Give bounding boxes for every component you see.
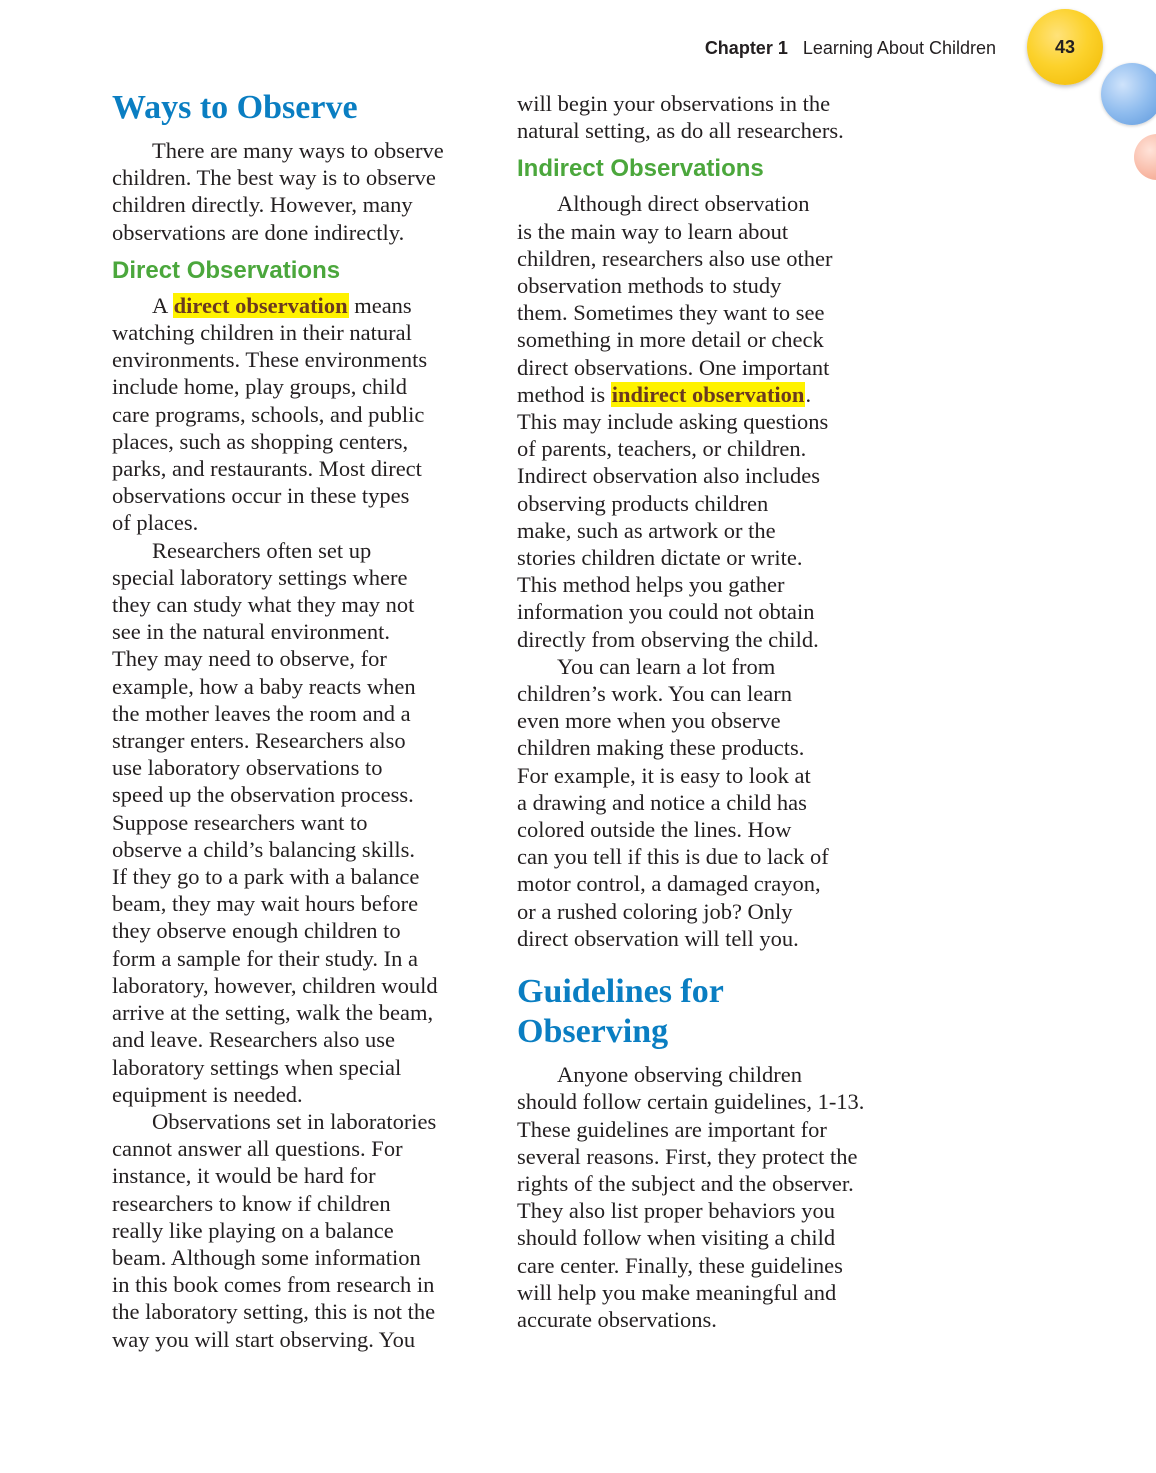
chapter-label: Chapter 1: [704, 38, 788, 58]
text-line: observation methods to study: [517, 273, 782, 299]
text-line: observations are done indirectly.: [112, 219, 405, 245]
text-line: directly from observing the child.: [517, 626, 819, 652]
text-line: of parents, teachers, or children.: [517, 436, 807, 462]
decorative-blue-circle: [1101, 63, 1156, 125]
text-line: information you could not obtain: [517, 599, 815, 625]
limitations-paragraph: [112, 1108, 487, 1353]
text-line: children making these products.: [517, 735, 805, 761]
heading-line: Observing: [517, 1013, 669, 1051]
text-line: colored outside the lines. How: [517, 817, 792, 843]
text-line: really like playing on a balance: [112, 1217, 394, 1243]
text-line: beam. Although some information: [112, 1244, 421, 1270]
indirect-observation-paragraph: [517, 190, 892, 652]
page-number: 43: [1054, 36, 1076, 57]
text-line: children’s work. You can learn: [517, 681, 792, 707]
direct-observation-paragraph: [112, 292, 487, 537]
subheading-direct-observations: Direct Observations: [112, 256, 341, 284]
text-line: care programs, schools, and public: [112, 401, 425, 427]
text-line: Observations set in laboratories: [152, 1108, 437, 1134]
text-line: This method helps you gather: [517, 572, 785, 598]
section-heading-guidelines-for-observing: [517, 972, 892, 1052]
text-line: places, such as shopping centers,: [112, 428, 409, 454]
text-line: of places.: [112, 510, 199, 536]
text-line: make, such as artwork or the: [517, 517, 776, 543]
text-line: include home, play groups, child: [112, 374, 407, 400]
text-line: natural setting, as do all researchers.: [517, 118, 844, 144]
text-line: equipment is needed.: [112, 1081, 303, 1107]
text-line: Researchers often set up: [152, 537, 372, 563]
text-line: There are many ways to observe: [152, 138, 444, 163]
text-line: Although direct observation: [557, 191, 810, 217]
text-line: These guidelines are important for: [517, 1116, 827, 1142]
text-line: Anyone observing children: [557, 1062, 802, 1088]
text-line: researchers to know if children: [112, 1190, 391, 1216]
text-line: direct observation will tell you.: [517, 925, 799, 951]
text-span: method is: [517, 381, 611, 407]
text-line: stranger enters. Researchers also: [112, 728, 406, 754]
text-line: laboratory, however, children would: [112, 972, 438, 998]
key-term-indirect-observation: indirect observation: [611, 381, 805, 407]
text-line: something in more detail or check: [517, 327, 824, 353]
text-line: will begin your observations in the: [517, 91, 831, 116]
text-line: way you will start observing. You: [112, 1326, 416, 1352]
text-line: use laboratory observations to: [112, 755, 383, 781]
text-line: watching children in their natural: [112, 320, 412, 346]
text-line: Indirect observation also includes: [517, 463, 821, 489]
text-line: They may need to observe, for: [112, 646, 387, 672]
text-line: form a sample for their study. In a: [112, 945, 418, 971]
text-line: or a rushed coloring job? Only: [517, 898, 793, 924]
text-line: and leave. Researchers also use: [112, 1027, 395, 1053]
text-line: they can study what they may not: [112, 592, 415, 618]
text-span: .: [805, 381, 812, 407]
text-line: children, researchers also use other: [517, 245, 833, 271]
page-number-badge: [1027, 9, 1103, 85]
decorative-pink-circle: [1134, 134, 1156, 180]
right-column: [517, 90, 892, 1333]
text-line: environments. These environments: [112, 347, 428, 373]
text-line: they observe enough children to: [112, 918, 401, 944]
text-line: laboratory settings when special: [112, 1054, 402, 1080]
text-line: parks, and restaurants. Most direct: [112, 456, 422, 482]
text-line: the mother leaves the room and a: [112, 700, 411, 726]
text-line: cannot answer all questions. For: [112, 1136, 403, 1162]
section-heading-ways-to-observe: Ways to Observe: [112, 89, 358, 126]
heading-line: Guidelines for: [517, 973, 724, 1011]
text-line: rights of the subject and the observer.: [517, 1170, 854, 1196]
text-line: will help you make meaningful and: [517, 1279, 837, 1305]
text-line: them. Sometimes they want to see: [517, 300, 825, 326]
text-line: example, how a baby reacts when: [112, 673, 416, 699]
text-line: [112, 292, 487, 319]
text-line: This may include asking questions: [517, 409, 829, 435]
text-line: direct observations. One important: [517, 354, 830, 380]
guidelines-paragraph: [517, 1061, 892, 1333]
text-line: [517, 381, 892, 408]
text-line: a drawing and notice a child has: [517, 789, 807, 815]
laboratory-paragraph: [112, 537, 487, 1108]
text-line: observations occur in these types: [112, 483, 410, 509]
chapter-title: Learning About Children: [802, 38, 996, 58]
intro-paragraph: [112, 137, 487, 246]
text-line: even more when you observe: [517, 708, 781, 734]
text-line: stories children dictate or write.: [517, 545, 803, 571]
text-line: see in the natural environment.: [112, 619, 391, 645]
text-line: speed up the observation process.: [112, 782, 414, 808]
text-line: motor control, a damaged crayon,: [517, 871, 821, 897]
text-line: can you tell if this is due to lack of: [517, 844, 829, 870]
text-line: If they go to a park with a balance: [112, 864, 420, 890]
text-line: is the main way to learn about: [517, 218, 789, 244]
text-line: should follow certain guidelines, 1-13.: [517, 1089, 865, 1115]
text-line: accurate observations.: [517, 1306, 717, 1332]
text-span: means: [348, 292, 412, 318]
left-column: [112, 88, 487, 1353]
text-line: instance, it would be hard for: [112, 1163, 376, 1189]
text-line: the laboratory setting, this is not the: [112, 1299, 436, 1325]
text-line: should follow when visiting a child: [517, 1225, 836, 1251]
text-line: observe a child’s balancing skills.: [112, 836, 416, 862]
text-line: in this book comes from research in: [112, 1272, 435, 1298]
childrens-work-paragraph: [517, 653, 892, 952]
text-line: For example, it is easy to look at: [517, 762, 811, 788]
text-span: A: [152, 292, 173, 318]
text-line: arrive at the setting, walk the beam,: [112, 1000, 434, 1026]
text-line: You can learn a lot from: [557, 653, 776, 679]
text-line: beam, they may wait hours before: [112, 891, 419, 917]
key-term-direct-observation: direct observation: [173, 292, 348, 318]
text-line: care center. Finally, these guidelines: [517, 1252, 843, 1278]
text-line: They also list proper behaviors you: [517, 1198, 836, 1224]
text-line: Suppose researchers want to: [112, 809, 368, 835]
text-line: observing products children: [517, 490, 769, 516]
text-line: several reasons. First, they protect the: [517, 1143, 858, 1169]
subheading-indirect-observations: Indirect Observations: [517, 155, 764, 183]
continued-paragraph: [517, 90, 892, 144]
text-line: special laboratory settings where: [112, 564, 408, 590]
running-header: [705, 38, 996, 59]
text-line: children directly. However, many: [112, 192, 413, 218]
text-line: children. The best way is to observe: [112, 165, 436, 191]
